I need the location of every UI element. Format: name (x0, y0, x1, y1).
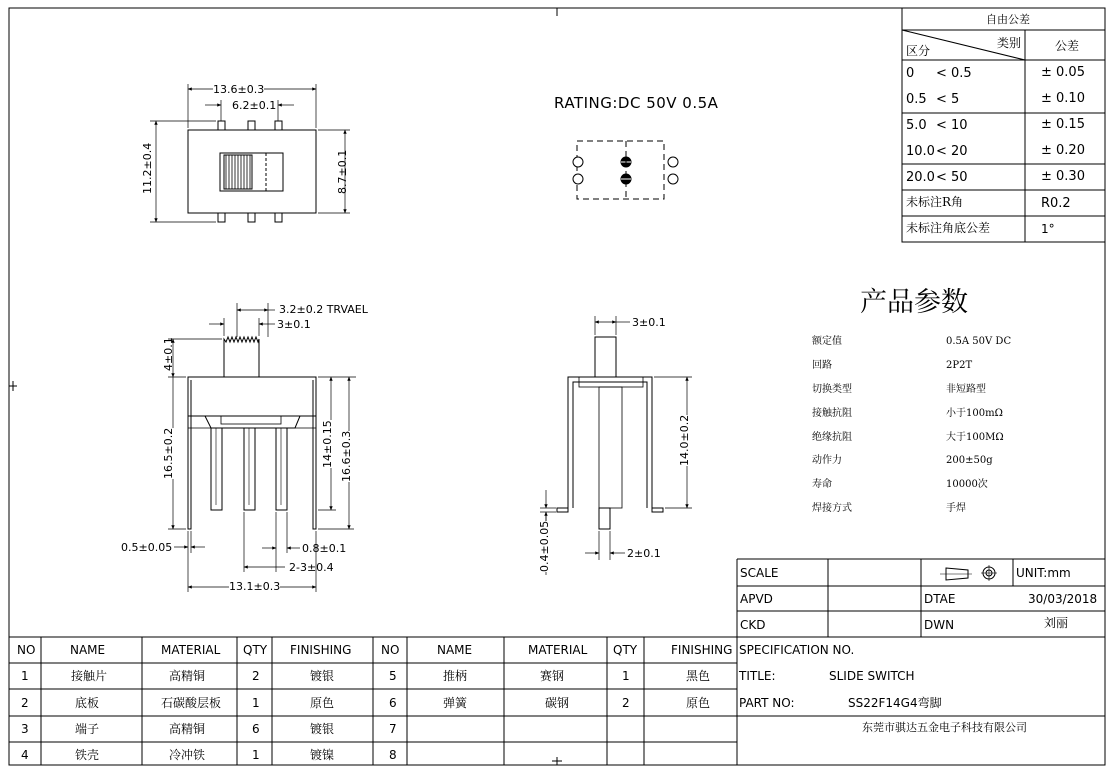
bom-header-qty: QTY (243, 643, 268, 657)
bom-row-no: 2 (21, 696, 29, 710)
dim-bottom-width: 13.1±0.3 (229, 580, 281, 593)
dim-knob-width: 3±0.1 (277, 318, 311, 331)
bom-row-name: 推柄 (443, 669, 468, 683)
bom-row-name: 接触片 (71, 669, 108, 683)
dim-pin-pitch: 2-3±0.4 (289, 561, 334, 574)
dim-top-width: 13.6±0.3 (213, 83, 265, 96)
apvd-label: APVD (740, 592, 773, 606)
dim-side-height: 14.0±0.2 (678, 414, 691, 466)
bom-row-material: 高精铜 (169, 669, 206, 683)
tolerance-value: ± 0.15 (1041, 117, 1085, 132)
tolerance-value: ± 0.10 (1041, 91, 1085, 106)
param-value: 非短路型 (946, 384, 986, 395)
params-title: 产品参数 (860, 287, 968, 318)
tolerance-header-tol: 公差 (1055, 39, 1080, 53)
dwn-label: DWN (924, 618, 955, 632)
r-angle-value: R0.2 (1041, 196, 1071, 211)
bom-row-material: 碳钢 (545, 696, 570, 710)
bom-row-no: 6 (389, 696, 397, 710)
title-value: SLIDE SWITCH (829, 669, 915, 683)
param-key: 寿命 (812, 479, 832, 490)
param-key: 动作力 (812, 455, 842, 466)
bom-header-name: NAME (437, 643, 473, 657)
bom-row-qty: 1 (252, 748, 260, 762)
dim-side-pin: 2±0.1 (627, 547, 661, 560)
dim-travel: 3.2±0.2 TRVAEL (279, 303, 368, 316)
dim-top-pitch: 6.2±0.1 (232, 99, 277, 112)
bom-row-material: 石碳酸层板 (161, 696, 222, 710)
bom-row-name: 弹簧 (443, 696, 468, 710)
tolerance-row: 20.0< 50 (906, 170, 968, 185)
title-label: TITLE: (739, 669, 776, 683)
dim-pin-width: 0.8±0.1 (302, 542, 347, 555)
bom-row-finishing: 原色 (686, 696, 711, 710)
bom-row-finishing: 镀银 (310, 669, 335, 683)
bom-row-no: 7 (389, 722, 397, 736)
dim-thickness: 0.5±0.05 (121, 541, 173, 554)
tolerance-header-category: 类别 (997, 36, 1022, 50)
bom-header-name: NAME (70, 643, 106, 657)
dim-body-height-2: 16.6±0.3 (340, 430, 353, 482)
dim-knob-height: 4±0.1 (162, 337, 175, 371)
title-block-grid (737, 559, 1105, 765)
ckd-label: CKD (740, 618, 766, 632)
bom-row-qty: 2 (622, 696, 630, 710)
bom-row-qty: 1 (252, 696, 260, 710)
bom-header-qty: QTY (613, 643, 638, 657)
side-view (540, 316, 692, 575)
bom-row-no: 1 (21, 669, 29, 683)
unit-label: UNIT:mm (1016, 566, 1071, 580)
bom-row-name: 铁壳 (75, 748, 100, 762)
param-value: 0.5A 50V DC (946, 336, 1012, 347)
param-value: 200±50g (946, 455, 993, 466)
tolerance-value: ± 0.30 (1041, 169, 1085, 184)
bom-header-material: MATERIAL (161, 643, 221, 657)
part-value: SS22F14G4弯脚 (848, 696, 942, 710)
tolerance-value: ± 0.20 (1041, 143, 1085, 158)
param-key: 额定值 (812, 336, 842, 347)
bom-row-qty: 1 (622, 669, 630, 683)
company-name: 东莞市骐达五金电子科技有限公司 (862, 721, 1027, 734)
dim-pin-height: 16.5±0.2 (162, 427, 175, 479)
bom-row-name: 底板 (75, 696, 100, 710)
dwn-value: 刘丽 (1044, 616, 1069, 630)
dim-side-thickness: 0.4±0.05 (538, 520, 551, 572)
param-key: 回路 (812, 360, 832, 371)
bom-row-material: 赛钢 (540, 669, 565, 683)
param-value: 10000次 (946, 479, 988, 490)
bom-row-material: 高精铜 (169, 722, 206, 736)
dim-top-height: 11.2±0.4 (141, 142, 154, 194)
bom-row-finishing: 黑色 (686, 669, 711, 683)
tolerance-row: 10.0< 20 (906, 144, 968, 159)
spec-label: SPECIFICATION NO. (739, 643, 855, 657)
bom-row-no: 3 (21, 722, 29, 736)
tolerance-row: 0 < 0.5 (906, 66, 972, 81)
dim-body-height-1: 14±0.15 (321, 420, 334, 468)
bom-row-no: 5 (389, 669, 397, 683)
tolerance-header-zone: 区分 (906, 44, 931, 58)
bom-header-no: NO (381, 643, 400, 657)
param-value: 手焊 (946, 503, 966, 514)
date-label: DTAE (924, 592, 956, 606)
angle-tol-label: 未标注角底公差 (906, 221, 991, 235)
tolerance-value: ± 0.05 (1041, 65, 1085, 80)
tolerance-row: 0.5 < 5 (906, 92, 960, 107)
bom-row-finishing: 镀银 (310, 722, 335, 736)
bom-header-no: NO (17, 643, 36, 657)
param-key: 焊接方式 (812, 503, 852, 514)
bom-header-finishing: FINISHING (290, 643, 352, 657)
part-label: PART NO: (739, 696, 795, 710)
param-value: 大于100MΩ (946, 432, 1004, 443)
bom-row-qty: 6 (252, 722, 260, 736)
bom-row-no: 4 (21, 748, 29, 762)
bom-row-finishing: 镀镍 (310, 748, 335, 762)
bom-row-name: 端子 (75, 722, 100, 736)
param-value: 2P2T (946, 360, 973, 371)
date-value: 30/03/2018 (1028, 592, 1098, 606)
param-key: 接触抗阻 (812, 408, 852, 419)
bom-header-finishing: FINISHING (671, 643, 733, 657)
dim-side-knob: 3±0.1 (632, 316, 666, 329)
param-value: 小于100mΩ (946, 408, 1003, 419)
bom-row-material: 冷冲铁 (169, 748, 206, 762)
param-key: 切换类型 (812, 384, 852, 395)
param-key: 绝缘抗阻 (812, 432, 852, 443)
r-angle-label: 未标注R角 (906, 195, 964, 209)
dim-top-inner-height: 8.7±0.1 (336, 149, 349, 194)
scale-label: SCALE (740, 566, 779, 580)
bom-row-qty: 2 (252, 669, 260, 683)
rating-label: RATING:DC 50V 0.5A (554, 94, 719, 112)
bom-header-material: MATERIAL (528, 643, 588, 657)
angle-tol-value: 1° (1041, 222, 1055, 236)
bom-row-finishing: 原色 (310, 696, 335, 710)
tolerance-title: 自由公差 (986, 13, 1030, 26)
tolerance-row: 5.0 < 10 (906, 118, 968, 133)
circuit-diagram (573, 141, 678, 199)
bom-row-no: 8 (389, 748, 397, 762)
